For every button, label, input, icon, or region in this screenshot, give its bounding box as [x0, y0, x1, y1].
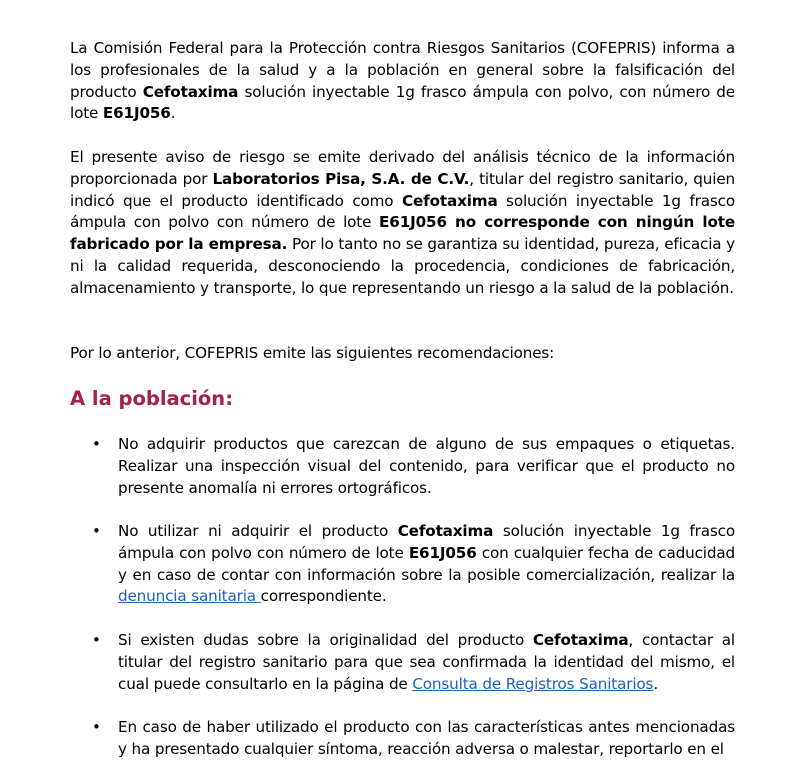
company-name: Laboratorios Pisa, S.A. de C.V.	[212, 169, 470, 188]
bullet-icon	[92, 434, 100, 456]
section-heading: A la población:	[70, 387, 233, 410]
intro-text: Por lo tanto no se garantiza su identidad, pureza, eficacia y ni la calidad requerida, desconociendo la procedencia, condiciones de fabricación, almacenamiento y transporte, lo que representando un riesgo a la salud de la población.	[70, 235, 735, 297]
lot-number: E61J056	[408, 543, 477, 562]
intro-paragraph-2	[70, 147, 735, 300]
intro-text: El presente aviso de riesgo se emite derivado del análisis técnico de la información proporcionada por	[70, 148, 735, 188]
item-text: con cualquier fecha de caducidad y en caso de contar con información sobre la posible comercialización, realizar la	[118, 543, 735, 584]
bullet-icon	[92, 521, 100, 543]
intro-text: .	[170, 104, 176, 123]
consulta-registros-link[interactable]: Consulta de Registros Sanitarios	[412, 674, 654, 693]
recommendation-item-2	[118, 521, 735, 608]
intro-paragraph-1	[70, 38, 735, 125]
denuncia-sanitaria-link[interactable]: denuncia sanitaria	[118, 587, 261, 606]
item-text: , contactar al titular del registro sanitario para que sea confirmada la identidad del mismo, el cual puede consultarlo en la página de	[118, 631, 735, 693]
product-name: Cefotaxima	[532, 631, 629, 649]
intro-paragraph-3: Por lo anterior, COFEPRIS emite las siguientes recomendaciones:	[70, 344, 555, 362]
item-text: correspondiente.	[260, 587, 387, 606]
intro-text: solución inyectable 1g frasco ámpula con polvo con número de lote	[70, 191, 735, 232]
item-text: solución inyectable 1g frasco ámpula con polvo con número de lote	[118, 522, 735, 562]
product-name: Cefotaxima	[142, 82, 239, 101]
recommendation-item-3	[118, 630, 735, 695]
product-name: Cefotaxima	[401, 191, 498, 210]
item-text: .	[653, 674, 658, 693]
product-name: Cefotaxima	[397, 522, 494, 540]
recommendation-item-1: No adquirir productos que carezcan de alguno de sus empaques o etiquetas. Realizar una inspección visual del contenido, para verificar que el producto no presente anomalía ni errores ortográficos.	[118, 435, 735, 497]
intro-text: La Comisión Federal para la Protección contra Riesgos Sanitarios (COFEPRIS) informa a los profesionales de la salud y a la población en general sobre la falsificación del producto	[70, 39, 735, 101]
lot-claim: E61J056 no corresponde con ningún lote fabricado por la empresa.	[70, 213, 735, 254]
intro-text: solución inyectable 1g frasco ámpula con polvo, con número de lote	[70, 82, 735, 123]
lot-number: E61J056	[102, 104, 171, 123]
item-text: Si existen dudas sobre la originalidad del producto	[118, 631, 533, 649]
intro-text: , titular del registro sanitario, quien indicó que el producto identificado como	[70, 169, 735, 210]
bullet-icon	[92, 717, 100, 739]
item-text: No utilizar ni adquirir el producto	[118, 522, 398, 540]
recommendation-item-4: En caso de haber utilizado el producto con las características antes mencionadas y ha presentado cualquier síntoma, reacción adversa o malestar, reportarlo en el	[118, 718, 735, 758]
bullet-icon	[92, 630, 100, 652]
